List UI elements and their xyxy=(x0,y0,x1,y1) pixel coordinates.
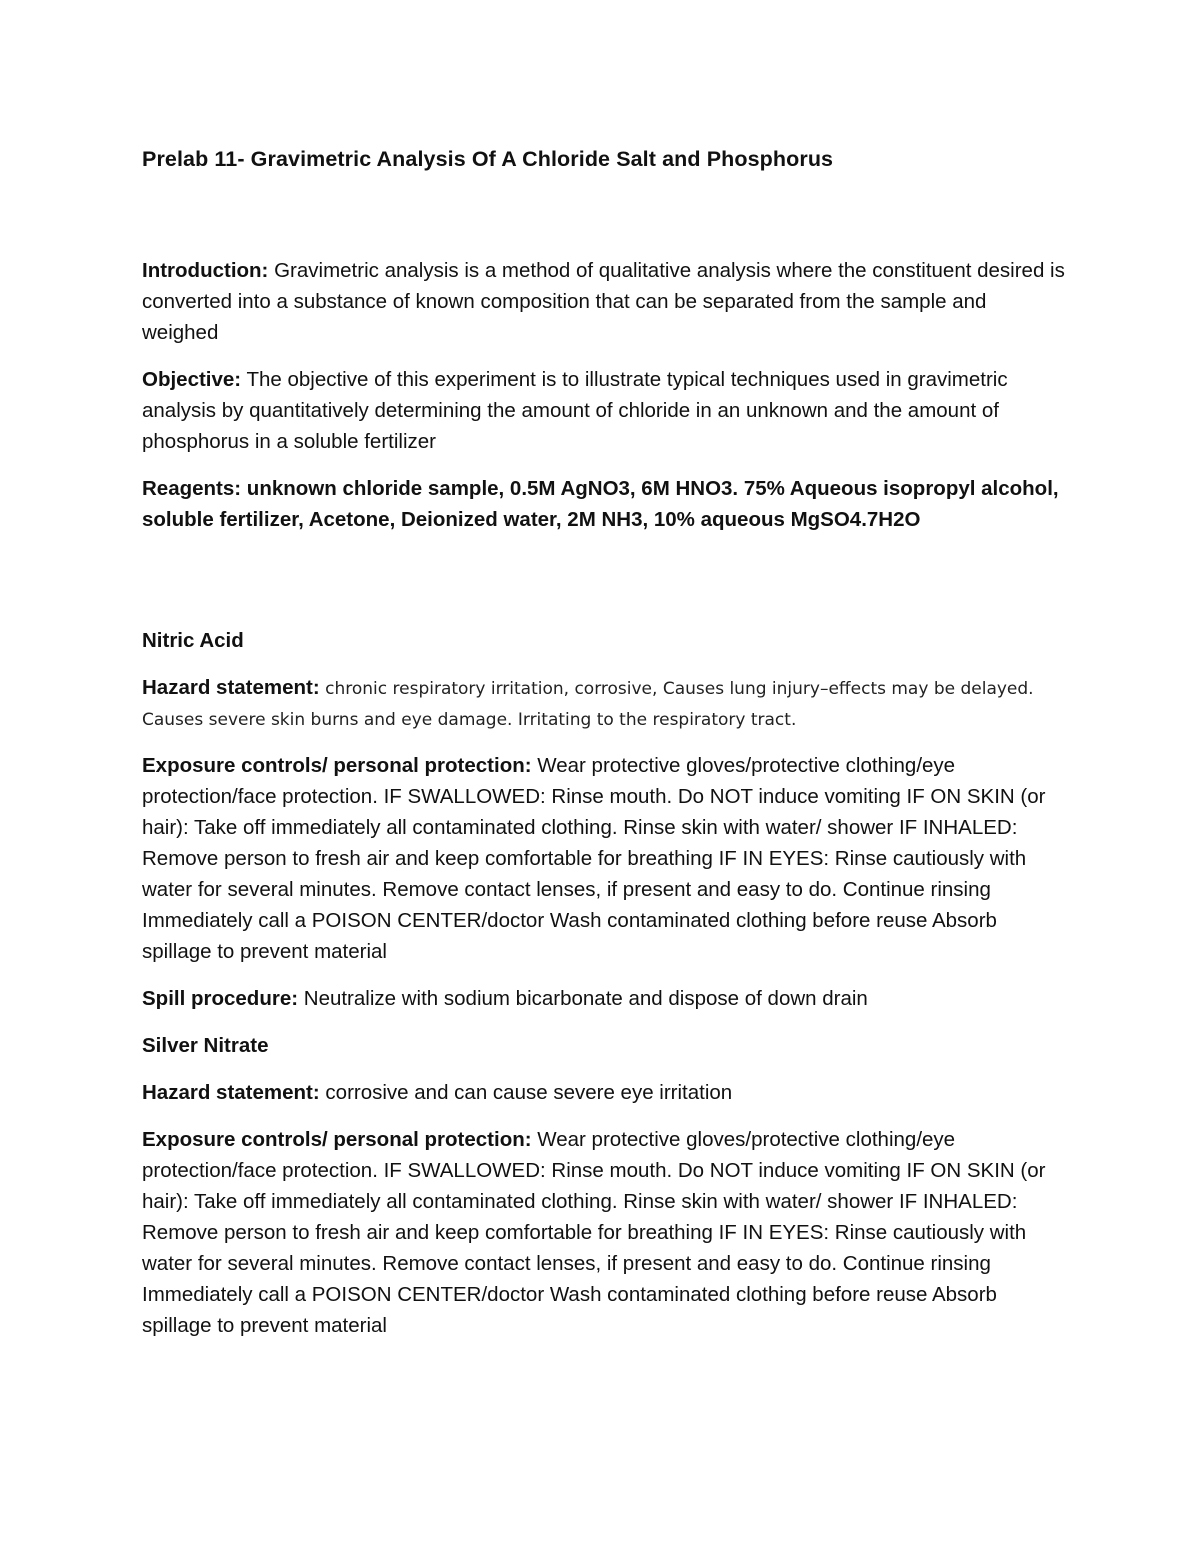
nitric-acid-hazard-paragraph xyxy=(142,672,1067,734)
silver-nitrate-exposure-label: Exposure controls/ personal protection: xyxy=(142,1128,532,1151)
nitric-acid-heading: Nitric Acid xyxy=(142,629,244,652)
introduction-label: Introduction: xyxy=(142,259,269,282)
silver-nitrate-exposure-paragraph xyxy=(142,1124,1067,1341)
introduction-text: Gravimetric analysis is a method of qualitative analysis where the constituent desired is converted into a substance of known composition that can be separated from the sample and weighed xyxy=(142,259,1065,344)
silver-nitrate-hazard-label: Hazard statement: xyxy=(142,1081,320,1104)
nitric-acid-spill-label: Spill procedure: xyxy=(142,987,299,1010)
introduction-paragraph xyxy=(142,255,1067,348)
nitric-acid-hazard-label: Hazard statement: xyxy=(142,676,320,699)
objective-label: Objective: xyxy=(142,368,242,391)
nitric-acid-exposure-label: Exposure controls/ personal protection: xyxy=(142,754,532,777)
objective-paragraph xyxy=(142,364,1067,457)
nitric-acid-spill-paragraph xyxy=(142,983,1067,1014)
objective-text: The objective of this experiment is to illustrate typical techniques used in gravimetric analysis by quantitatively determining the amount of chloride in an unknown and the amount of phosphorus in a soluble fertilizer xyxy=(142,368,1008,453)
nitric-acid-exposure-paragraph xyxy=(142,750,1067,967)
document-page xyxy=(142,140,1067,1357)
silver-nitrate-hazard-text: corrosive and can cause severe eye irritation xyxy=(319,1081,733,1104)
silver-nitrate-heading: Silver Nitrate xyxy=(142,1034,269,1057)
nitric-acid-hazard-text: chronic respiratory irritation, corrosive, Causes lung injury–effects may be delayed. Causes severe skin burns and eye damage. Irritating to the respiratory tract. xyxy=(142,679,1034,730)
nitric-acid-exposure-text: Wear protective gloves/protective clothing/eye protection/face protection. IF SWALLOWED: Rinse mouth. Do NOT induce vomiting IF ON SKIN (or hair): Take off immediately all contaminated clothing. Rinse skin with water/ shower IF INHALED: Remove person to fresh air and keep comfortable for breathing IF IN EYES: Rinse cautiously with water for several minutes. Remove contact lenses, if present and easy to do. Continue rinsing Immediately call a POISON CENTER/doctor Wash contaminated clothing before reuse Absorb spillage to prevent material xyxy=(142,754,1046,963)
nitric-acid-spill-text: Neutralize with sodium bicarbonate and dispose of down drain xyxy=(298,987,868,1010)
reagents-paragraph: Reagents: unknown chloride sample, 0.5M AgNO3, 6M HNO3. 75% Aqueous isopropyl alcohol, soluble fertilizer, Acetone, Deionized water, 2M NH3, 10% aqueous MgSO4.7H2O xyxy=(142,477,1059,531)
silver-nitrate-exposure-text: Wear protective gloves/protective clothing/eye protection/face protection. IF SWALLOWED: Rinse mouth. Do NOT induce vomiting IF ON SKIN (or hair): Take off immediately all contaminated clothing. Rinse skin with water/ shower IF INHALED: Remove person to fresh air and keep comfortable for breathing IF IN EYES: Rinse cautiously with water for several minutes. Remove contact lenses, if present and easy to do. Continue rinsing Immediately call a POISON CENTER/doctor Wash contaminated clothing before reuse Absorb spillage to prevent material xyxy=(142,1128,1046,1337)
silver-nitrate-hazard-paragraph xyxy=(142,1077,1067,1108)
document-title: Prelab 11- Gravimetric Analysis Of A Chloride Salt and Phosphorus xyxy=(142,147,834,171)
